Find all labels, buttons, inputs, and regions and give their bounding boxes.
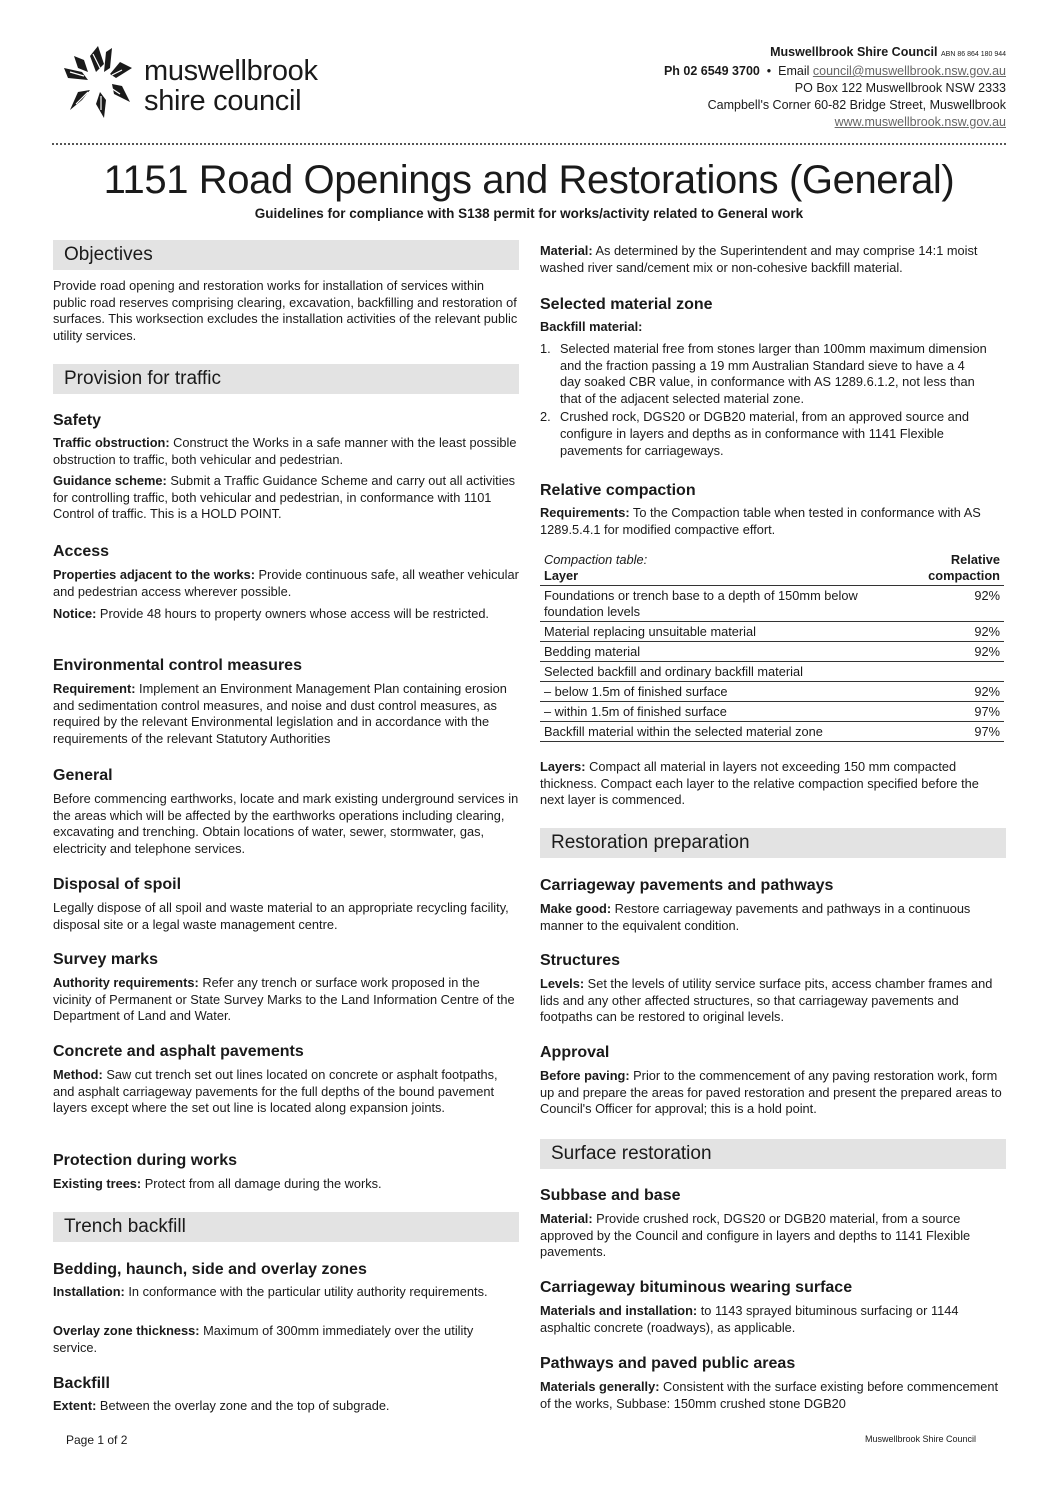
star-logo-icon xyxy=(60,42,140,122)
section-heading: Objectives xyxy=(64,244,153,265)
heading-approval: Approval xyxy=(540,1044,610,1061)
page-subtitle: Guidelines for compliance with S138 permit for works/activity related to General work xyxy=(254,206,804,221)
para-requirements: Requirements: To the Compaction table when tested in conformance with AS 1289.5.4.1 for modified compactive effort. xyxy=(540,505,981,537)
heading-relative-compaction: Relative compaction xyxy=(540,482,696,499)
logo-text-line2: shire council xyxy=(144,85,302,117)
footer-org: Muswellbrook Shire Council xyxy=(864,1434,976,1444)
section-heading: Provision for traffic xyxy=(64,368,221,389)
abn: ABN 86 864 180 944 xyxy=(941,51,1006,58)
header-divider xyxy=(52,143,1006,145)
heading-pathways-paved: Pathways and paved public areas xyxy=(540,1355,796,1372)
po-box: PO Box 122 Muswellbrook NSW 2333 xyxy=(794,81,1006,95)
table-row: – below 1.5m of finished surface 92% xyxy=(540,682,1004,702)
objectives-text: Provide road opening and restoration works for installation of services within public road reserves comprising clearing, excavation, backfilling and restoration of surfaces. This worksection excludes the installation activities of the relevant public utility services. xyxy=(53,278,518,343)
section-heading: Restoration preparation xyxy=(551,832,750,853)
heading-access: Access xyxy=(53,543,110,560)
heading-selected-material-zone: Selected material zone xyxy=(540,296,713,313)
heading-concrete-asphalt: Concrete and asphalt pavements xyxy=(53,1043,304,1060)
list-item: 1. Selected material free from stones larger than 100mm maximum dimension and the fraction passing a 19 mm Australian Standard sieve to have a 4 day soaked CBR value, in conformance with AS 1289.6.1.2, not less than that of the adjacent selected material zone. xyxy=(540,341,987,406)
logo-text-line1: muswellbrook xyxy=(144,55,318,87)
para-materials-installation: Materials and installation: to 1143 sprayed bituminous surfacing or 1144 asphaltic concrete (roadways), as applicable. xyxy=(540,1303,959,1335)
para-method: Method: Saw cut trench set out lines located on concrete or asphalt footpaths, and asphalt carriageway pavements for the full depths of the bound pavement layers except where the set out line is located along expansion joints. xyxy=(53,1067,498,1116)
col-relative: Relative xyxy=(950,552,1000,567)
table-row: Backfill material within the selected material zone 97% xyxy=(540,722,1004,742)
para-extent: Extent: Between the overlay zone and the top of subgrade. xyxy=(53,1398,390,1413)
para-traffic-obstruction: Traffic obstruction: Construct the Works in a safe manner with the least possible obstruction to traffic, both vehicular and pedestrian. xyxy=(53,435,517,467)
table-header-row xyxy=(540,550,1004,586)
para-overlay-zone: Overlay zone thickness: Maximum of 300mm immediately over the utility service. xyxy=(53,1323,474,1355)
heading-protection: Protection during works xyxy=(53,1152,238,1169)
heading-safety: Safety xyxy=(53,412,102,429)
section-heading: Trench backfill xyxy=(64,1216,186,1237)
table-caption: Compaction table: xyxy=(544,552,648,567)
para-env-requirement: Requirement: Implement an Environment Management Plan containing erosion and sedimentation control measures, and noise and dust control measures, as required by the relevant Environmental legislation and in accordance with the requirements of the relevant Statutory Authorities xyxy=(53,681,507,746)
para-subbase-material: Material: Provide crushed rock, DGS20 or DGB20 material, from a source approved by the Council and configure in layers and depths to 1141 Flexible pavements. xyxy=(540,1211,971,1260)
heading-structures: Structures xyxy=(540,952,621,969)
heading-environmental: Environmental control measures xyxy=(53,657,302,674)
section-surface-restoration xyxy=(540,1139,1006,1169)
heading-disposal-of-spoil: Disposal of spoil xyxy=(53,876,182,893)
council-logo xyxy=(60,42,360,122)
para-existing-trees: Existing trees: Protect from all damage during the works. xyxy=(53,1176,382,1191)
table-row: Bedding material 92% xyxy=(540,642,1004,662)
para-guidance-scheme: Guidance scheme: Submit a Traffic Guidance Scheme and carry out all activities for controlling traffic, both vehicular and pedestrian, in conformance with 1101 Control of traffic. This is a HOLD POINT. xyxy=(53,473,516,522)
compaction-table xyxy=(540,550,1004,742)
para-notice: Notice: Provide 48 hours to property owners whose access will be restricted. xyxy=(53,606,489,621)
col-layer: Layer xyxy=(544,568,579,583)
heading-subbase-base: Subbase and base xyxy=(540,1187,681,1204)
para-materials-generally: Materials generally: Consistent with the surface existing before commencement of the works, Subbase: 150mm crushed stone DGB20 xyxy=(540,1379,999,1411)
section-heading: Surface restoration xyxy=(551,1143,712,1164)
street-address: Campbell's Corner 60-82 Bridge Street, Muswellbrook xyxy=(707,98,1006,112)
phone: Ph 02 6549 3700 xyxy=(663,64,760,78)
section-trench-backfill xyxy=(53,1212,519,1242)
email-label: Email xyxy=(778,64,810,78)
heading-bituminous-surface: Carriageway bituminous wearing surface xyxy=(540,1279,853,1296)
heading-survey-marks: Survey marks xyxy=(53,951,158,968)
para-installation: Installation: In conformance with the particular utility authority requirements. xyxy=(53,1284,488,1299)
section-provision-for-traffic xyxy=(53,364,519,394)
para-before-paving: Before paving: Prior to the commencement of any paving restoration work, form up and prepare the areas for paved restoration and present the prepared areas to Council's Officer for approval; this is a hold point. xyxy=(540,1068,1002,1117)
heading-bedding: Bedding, haunch, side and overlay zones xyxy=(53,1261,367,1278)
heading-general: General xyxy=(53,767,113,784)
label-backfill-material: Backfill material: xyxy=(540,319,643,334)
table-row: Selected backfill and ordinary backfill material xyxy=(540,662,1004,682)
page-number: Page 1 of 2 xyxy=(66,1433,128,1447)
contact-block: Muswellbrook Shire Council ABN 86 864 180 944 Ph 02 6549 3700 • Email council@muswellbrook.nsw.gov.au PO Box 122 Muswellbrook NSW 2333 Campbell's Corner 60-82 Bridge Street, Muswellbrook www.muswellbrook.nsw.gov.au xyxy=(663,45,1006,129)
heading-carriageway-pavements: Carriageway pavements and pathways xyxy=(540,877,834,894)
table-row: Foundations or trench base to a depth of 150mm below foundation levels 92% xyxy=(540,586,1004,622)
list-item: 2. Crushed rock, DGS20 or DGB20 material, from an approved source and configure in layers and depths as in conformance with 1141 Flexible pavements for carriageways. xyxy=(540,409,969,458)
para-authority-requirements: Authority requirements: Refer any trench or surface work proposed in the vicinity of Permanent or State Survey Marks to the Land Information Centre of the Department of Land and Water. xyxy=(53,975,515,1024)
section-restoration-preparation xyxy=(540,828,1006,858)
heading-backfill: Backfill xyxy=(53,1375,110,1392)
para-properties-adjacent: Properties adjacent to the works: Provide continuous safe, all weather vehicular and pedestrian access wherever possible. xyxy=(53,567,519,599)
org-name: Muswellbrook Shire Council xyxy=(770,45,938,59)
section-objectives xyxy=(53,240,519,270)
para-disposal: Legally dispose of all spoil and waste material to an appropriate recycling facility, disposal site or a legal waste management centre. xyxy=(53,900,509,932)
table-row: Material replacing unsuitable material 92% xyxy=(540,622,1004,642)
para-material: Material: As determined by the Superintendent and may comprise 14:1 moist washed river sand/cement mix or non-cohesive backfill material. xyxy=(540,243,978,275)
para-levels: Levels: Set the levels of utility service surface pits, access chamber frames and lids and any other affected structures, so that carriageway pavements and footpaths can be restored to original levels. xyxy=(540,976,993,1025)
para-general: Before commencing earthworks, locate and mark existing underground services in the areas which will be affected by the earthworks operations including clearing, excavating and trenching. Obtain locations of water, sewer, stormwater, gas, electricity and telephone services. xyxy=(53,791,519,856)
para-make-good: Make good: Restore carriageway pavements and pathways in a continuous manner to the equivalent condition. xyxy=(540,901,971,933)
col-compaction: compaction xyxy=(928,568,1000,583)
backfill-material-list xyxy=(540,341,988,461)
website-link[interactable]: www.muswellbrook.nsw.gov.au xyxy=(834,115,1006,129)
page-title: 1151 Road Openings and Restorations (General) xyxy=(103,158,955,202)
para-layers: Layers: Compact all material in layers not exceeding 150 mm compacted thickness. Compact each layer to the relative compaction specified before the next layer is commenced. xyxy=(540,759,979,808)
email-link[interactable]: council@muswellbrook.nsw.gov.au xyxy=(812,64,1006,78)
table-row: – within 1.5m of finished surface 97% xyxy=(540,702,1004,722)
